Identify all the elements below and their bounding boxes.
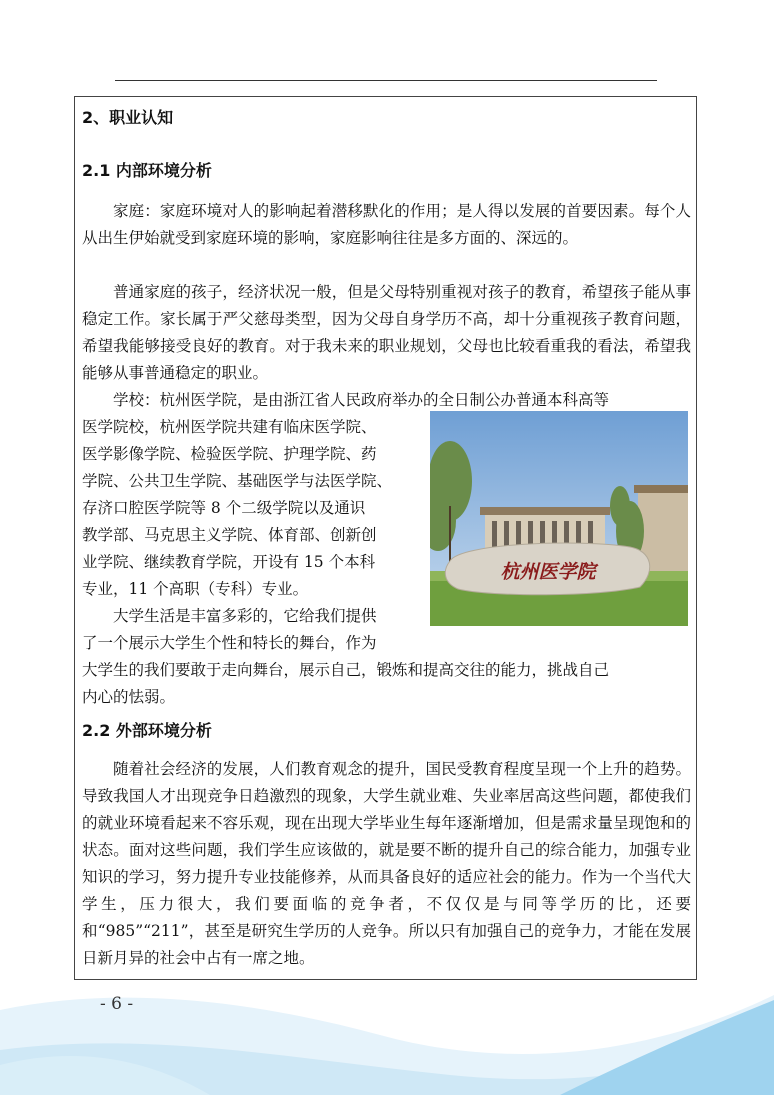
life-line: 了一个展示大学生个性和特长的舞台，作为: [82, 634, 377, 652]
page-number: - 6 -: [100, 994, 134, 1014]
school-line: 医学影像学院、检验医学院、护理学院、药: [82, 445, 377, 463]
school-line: 学校：杭州医学院，是由浙江省人民政府举办的全日制公办普通本科高等: [113, 391, 610, 409]
paragraph-family: 家庭：家庭环境对人的影响起着潜移默化的作用；是人得以发展的首要因素。每个人从出生伊始就受到家庭环境的影响，家庭影响往往是多方面的、深远的。: [82, 202, 691, 247]
paragraph-parents: 普通家庭的孩子，经济状况一般，但是父母特别重视对孩子的教育，希望孩子能从事稳定工作。家长属于严父慈母类型，因为父母自身学历不高，却十分重视孩子教育问题， 希望我能够接受良好的教育。对于我未来的职业规划，父母也比较看重我的看法，希望我能够从事普通稳定的职业。: [82, 283, 691, 382]
subsection-title-external: 2.2 外部环境分析: [82, 721, 212, 740]
school-line: 学院、公共卫生学院、基础医学与法医学院、: [82, 472, 393, 490]
school-line: 存济口腔医学院等 8 个二级学院以及通识: [82, 499, 366, 517]
life-line: 大学生活是丰富多彩的，它给我们提供: [113, 607, 377, 625]
campus-sign-text: 杭州医学院: [500, 561, 596, 583]
school-line: 医学院校，杭州医学院共建有临床医学院、: [82, 418, 377, 436]
school-line: 教学部、马克思主义学院、体育部、创新创: [82, 526, 377, 544]
school-line: 业学院、继续教育学院，开设有 15 个本科: [82, 553, 376, 571]
section-title: 2、职业认知: [82, 108, 174, 127]
header-rule: [115, 80, 657, 81]
life-line: 内心的怯弱。: [82, 688, 176, 706]
campus-photo: [430, 411, 688, 626]
subsection-title-internal: 2.1 内部环境分析: [82, 161, 212, 180]
paragraph-external: 随着社会经济的发展，人们教育观念的提升，国民受教育程度呈现一个上升的趋势。导致我国人才出现竞争日趋激烈的现象，大学生就业难、失业率居高这些问题，都使我们的就业环境看起来不容乐观，现在出现大学毕业生每年逐渐增加，但是需求量呈现饱和的状态。面对这些问题，我们学生应该做的，就是要不断的提升自己的综合能力，加强专业知识的学习，努力提升专业技能修养，从而具备良好的适应社会的能力。作为一个当代大学生，压力很大，我们要面临的竞争者，不仅仅是与同等学历的比，还要和“985”“211”，甚至是研究生学历的人竞争。所以只有加强自己的竞争力，才能在发展日新月异的社会中占有一席之地。: [82, 760, 691, 967]
life-line: 大学生的我们要敢于走向舞台，展示自己，锻炼和提高交往的能力，挑战自己: [82, 661, 610, 679]
school-line: 专业，11 个高职（专科）专业。: [82, 580, 309, 598]
